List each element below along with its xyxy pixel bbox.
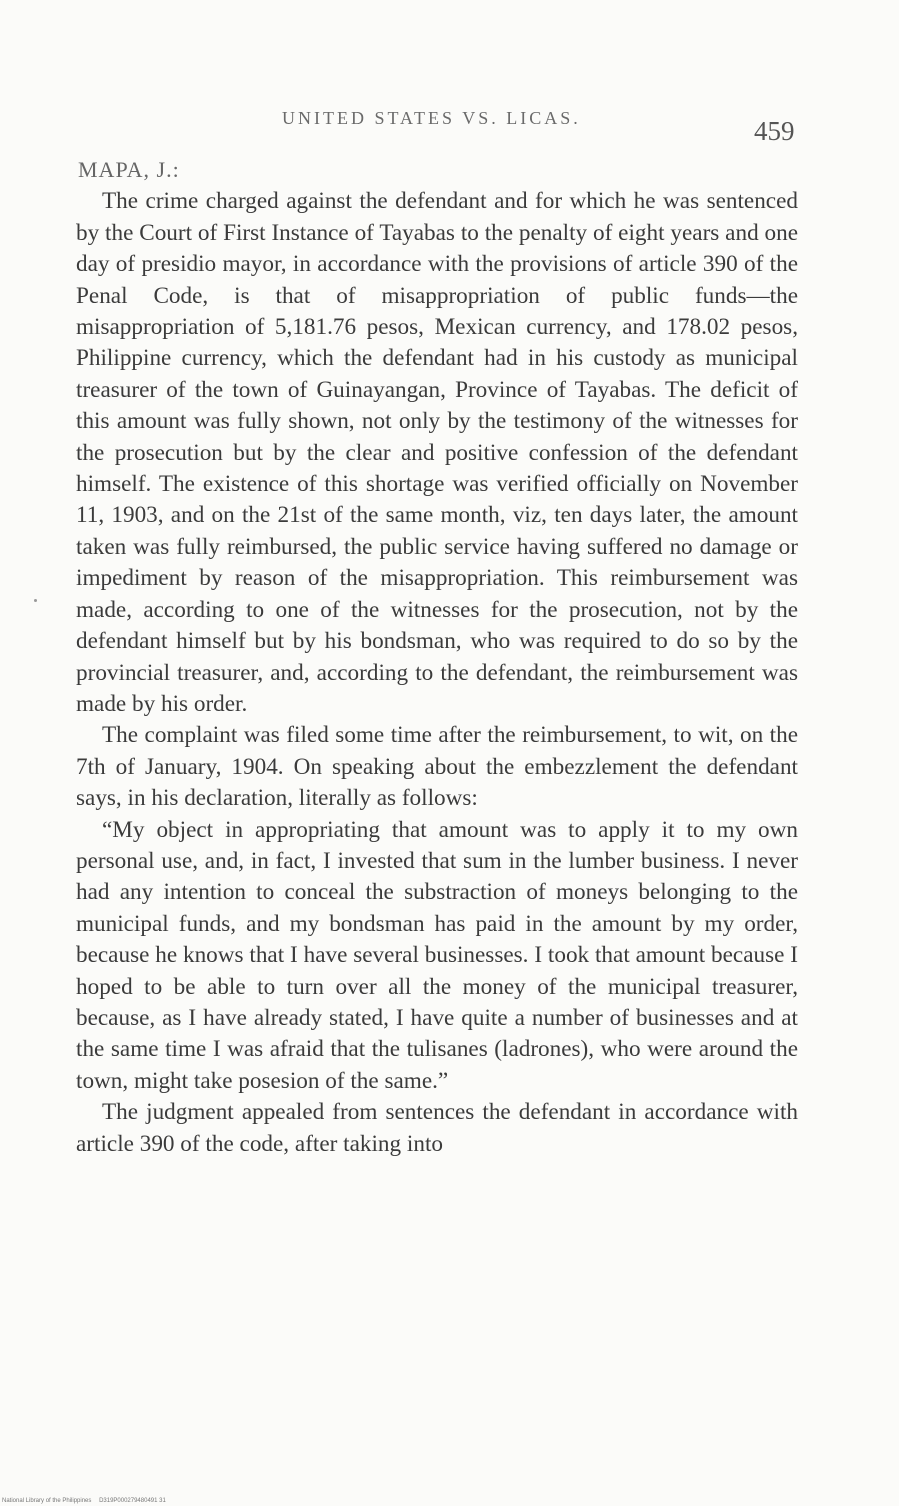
paragraph-final: The judgment appealed from sentences the defendant in accordance with article 390 of the code, after taking into <box>76 1099 798 1157</box>
scan-footer <box>2 1498 172 1504</box>
paragraph-1: The crime charged against the defendant and for which he was sentenced by the Court of First Instance of Tayabas to the penalty of eight years and one day of presidio mayor, in accordance with the provisions of article 390 of the Penal Code, is that of misappropriation of public funds—the misappropriation of 5,181.76 pesos, Mexican currency, and 178.02 pesos, Philippine currency, which the defendant had in his custody as municipal treasurer of the town of Guinayangan, Province of Tayabas. The deficit of this amount was fully shown, not only by the testimony of the witnesses for the prosecution but by the clear and positive confession of the defendant himself. The existence of this shortage was verified officially on November 11, 1903, and on the 21st of the same month, viz, ten days later, the amount taken was fully reimbursed, the public service having suffered no damage or impediment by reason of the misappropriation. This reimbursement was made, according to one of the witnesses for the prosecution, not by the defendant himself but by his bondsman, who was required to do so by the provincial treasurer, and, according to the defendant, the reimbursement was made by his order. <box>76 188 798 717</box>
opinion-body <box>76 154 798 1160</box>
footer-library: National Library of the Philippines <box>2 1498 92 1504</box>
scan-speck <box>34 599 37 602</box>
page-number: 459 <box>754 116 795 146</box>
paragraph-2: The complaint was filed some time after the reimbursement, to wit, on the 7th of January, 1904. On speaking about the embezzlement the defendant says, in his declaration, literally as follows: <box>76 722 798 812</box>
opinion-author: MAPA, J.: <box>78 157 180 182</box>
defendant-quote: “My object in appropriating that amount was to apply it to my own personal use, and, in fact, I invested that sum in the lumber business. I never had any intention to conceal the substraction of moneys belonging to the municipal funds, and my bondsman has paid in the amount by my order, because he knows that I have several businesses. I took that amount because I hoped to be able to turn over all the money of the municipal treasurer, because, as I have already stated, I have quite a number of businesses and at the same time I was afraid that the tulisanes (ladrones), who were around the town, might take posesion of the same.” <box>76 816 798 1094</box>
footer-scan-id: D319P000279480491 31 <box>99 1498 166 1504</box>
running-title: UNITED STATES VS. LICAS. <box>282 108 581 128</box>
